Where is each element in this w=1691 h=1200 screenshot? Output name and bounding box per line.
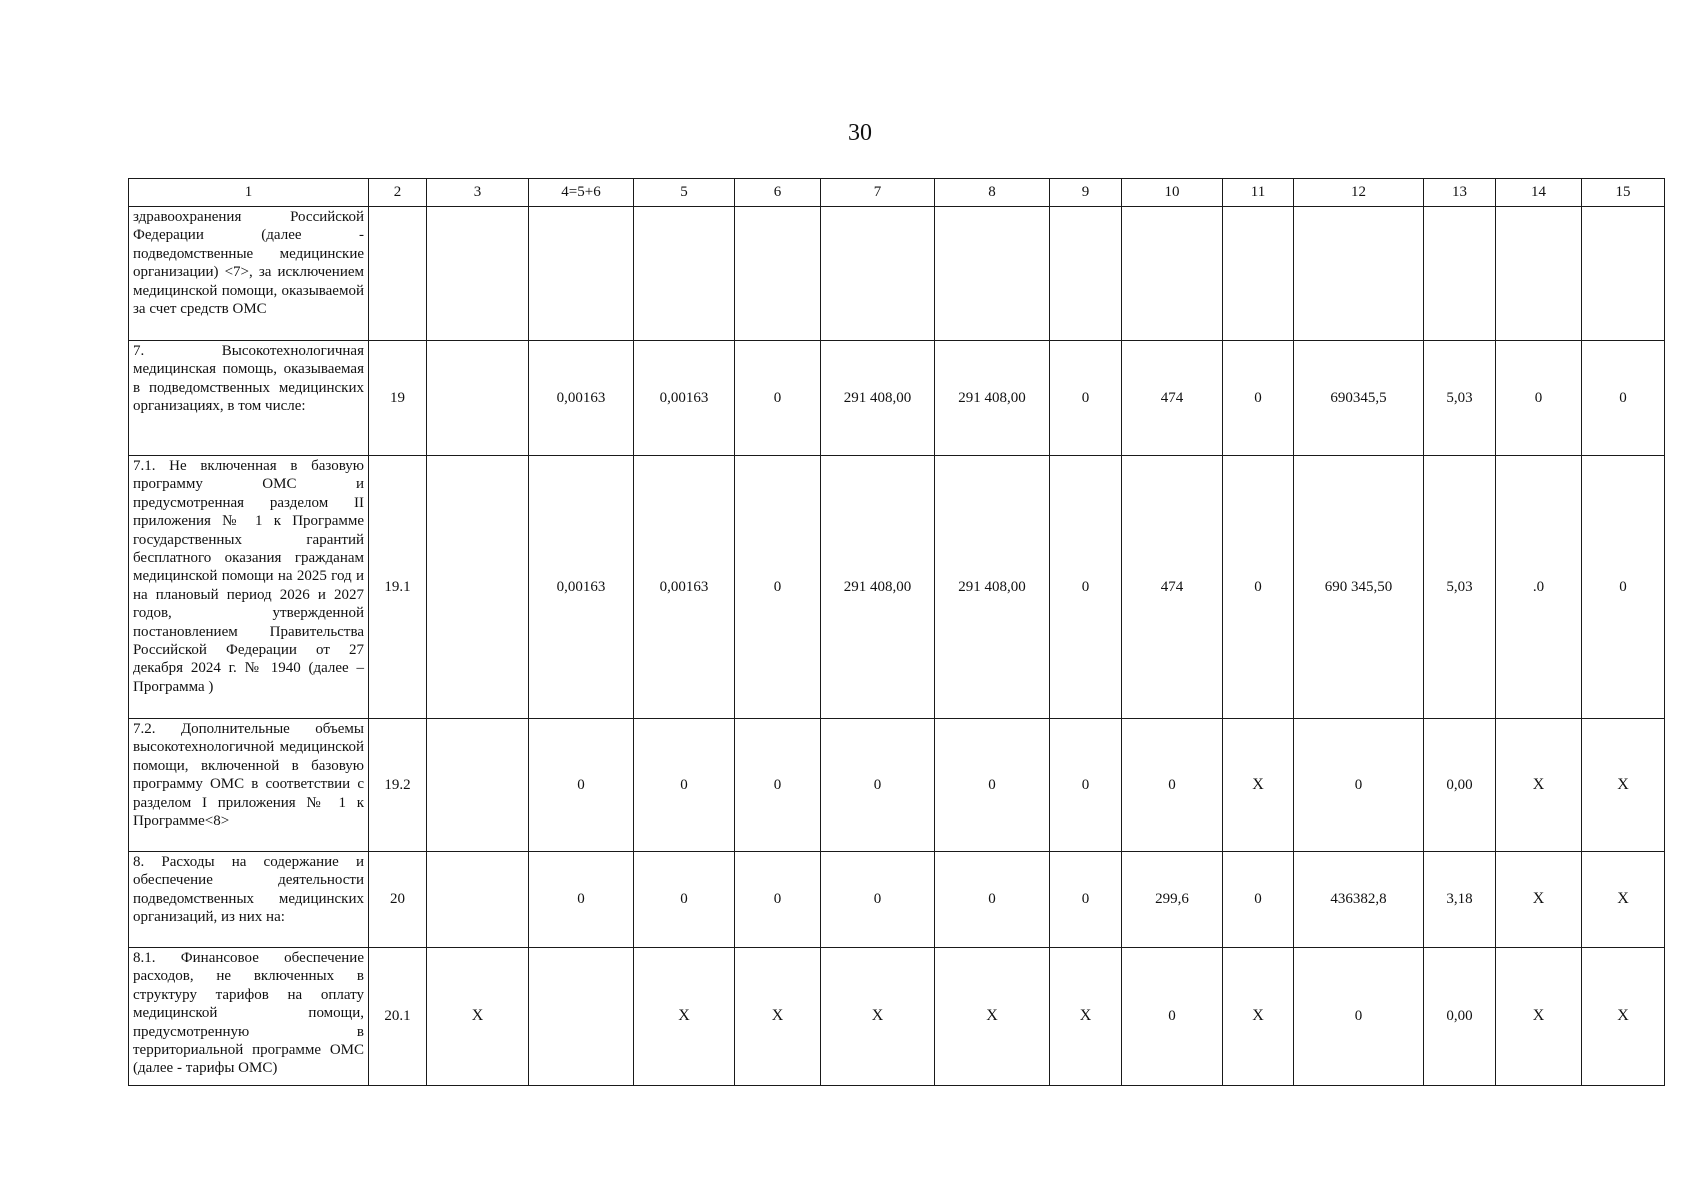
table-cell: 19.2: [369, 719, 427, 852]
table-cell: 0,00: [1424, 719, 1496, 852]
table-cell: X: [1223, 948, 1294, 1086]
table-cell: [1424, 207, 1496, 341]
table-cell: 0: [634, 852, 735, 948]
table-cell: X: [634, 948, 735, 1086]
row-description: 7.1. Не включенная в базовую программу ОМС и предусмотренная разделом II приложения № 1 к Программе государственных гарантий бесплатного оказания гражданам медицинской помощи на 2025 год и на плановый период 2026 и 2027 годов, утвержденной постановлением Правительства Российской Федерации от 27 декабря 2024 г. № 1940 (далее – Программа ): [129, 456, 369, 719]
table-row: [129, 341, 1665, 456]
table-cell: 0,00163: [529, 341, 634, 456]
header-cell: 12: [1294, 179, 1424, 207]
table-cell: X: [1496, 852, 1582, 948]
table-cell: 0: [1223, 852, 1294, 948]
table-cell: .0: [1496, 456, 1582, 719]
table-row: [129, 948, 1665, 1086]
table-cell: 299,6: [1122, 852, 1223, 948]
table-cell: 20.1: [369, 948, 427, 1086]
table-cell: 20: [369, 852, 427, 948]
table-cell: 0: [1496, 341, 1582, 456]
table-cell: [1496, 207, 1582, 341]
table-cell: 474: [1122, 456, 1223, 719]
table-cell: X: [1582, 852, 1665, 948]
table-cell: 0: [1294, 719, 1424, 852]
table-cell: 0: [1223, 341, 1294, 456]
table-cell: 291 408,00: [935, 341, 1050, 456]
header-cell: 11: [1223, 179, 1294, 207]
table-cell: [529, 948, 634, 1086]
table-row: [129, 852, 1665, 948]
header-cell: 4=5+6: [529, 179, 634, 207]
table-cell: 690345,5: [1294, 341, 1424, 456]
table-cell: 0: [935, 719, 1050, 852]
table-cell: X: [427, 948, 529, 1086]
table-cell: [427, 719, 529, 852]
table-cell: 0,00163: [634, 341, 735, 456]
table-cell: 0: [1582, 341, 1665, 456]
row-description: 8. Расходы на содержание и обеспечение деятельности подведомственных медицинских организаций, из них на:: [129, 852, 369, 948]
table-cell: 0: [735, 719, 821, 852]
header-cell: 6: [735, 179, 821, 207]
table-cell: 0: [821, 719, 935, 852]
header-row: [129, 179, 1665, 207]
table-cell: 0,00163: [634, 456, 735, 719]
table-cell: 19: [369, 341, 427, 456]
table-cell: X: [1223, 719, 1294, 852]
header-cell: 7: [821, 179, 935, 207]
header-cell: 10: [1122, 179, 1223, 207]
table-cell: [1223, 207, 1294, 341]
header-cell: 5: [634, 179, 735, 207]
table-cell: 0: [529, 719, 634, 852]
table-cell: [735, 207, 821, 341]
table-cell: [427, 341, 529, 456]
data-table: [128, 178, 1665, 1086]
table-cell: 0: [1050, 341, 1122, 456]
table-cell: 0: [735, 341, 821, 456]
table-cell: [1294, 207, 1424, 341]
table-cell: 0: [1050, 456, 1122, 719]
table-cell: 690 345,50: [1294, 456, 1424, 719]
table-cell: [935, 207, 1050, 341]
table-cell: X: [1582, 719, 1665, 852]
table-cell: 291 408,00: [935, 456, 1050, 719]
table-cell: 5,03: [1424, 341, 1496, 456]
table-cell: 0: [1050, 852, 1122, 948]
table-cell: X: [935, 948, 1050, 1086]
table-cell: 0: [1050, 719, 1122, 852]
table-cell: X: [1582, 948, 1665, 1086]
table-cell: 0: [935, 852, 1050, 948]
header-cell: 15: [1582, 179, 1665, 207]
header-cell: 9: [1050, 179, 1122, 207]
table-cell: 0: [1582, 456, 1665, 719]
table-cell: 3,18: [1424, 852, 1496, 948]
table-cell: 291 408,00: [821, 456, 935, 719]
header-cell: 2: [369, 179, 427, 207]
table-cell: [1122, 207, 1223, 341]
table-row: [129, 456, 1665, 719]
table-cell: 0: [1122, 948, 1223, 1086]
table-cell: X: [1496, 948, 1582, 1086]
table-cell: 0: [1223, 456, 1294, 719]
row-description: здравоохранения Российской Федерации (далее - подведомственные медицинские организации) <7>, за исключением медицинской помощи, оказываемой за счет средств ОМС: [129, 207, 369, 341]
table-cell: [821, 207, 935, 341]
table-cell: [369, 207, 427, 341]
table-cell: [427, 852, 529, 948]
table-cell: 436382,8: [1294, 852, 1424, 948]
table-cell: 0: [1122, 719, 1223, 852]
table-cell: 0: [735, 456, 821, 719]
table-cell: 0: [529, 852, 634, 948]
table-row: [129, 207, 1665, 341]
table-cell: X: [1050, 948, 1122, 1086]
table-cell: [529, 207, 634, 341]
table-cell: 0: [634, 719, 735, 852]
page-number: 30: [848, 120, 872, 146]
table-cell: [427, 456, 529, 719]
table-cell: [634, 207, 735, 341]
table-cell: 0: [1294, 948, 1424, 1086]
table-cell: [1582, 207, 1665, 341]
table-row: [129, 719, 1665, 852]
table-cell: 0,00163: [529, 456, 634, 719]
table-cell: 0: [821, 852, 935, 948]
header-cell: 8: [935, 179, 1050, 207]
table-cell: [427, 207, 529, 341]
table-cell: 5,03: [1424, 456, 1496, 719]
header-cell: 14: [1496, 179, 1582, 207]
header-cell: 13: [1424, 179, 1496, 207]
table-cell: 0: [735, 852, 821, 948]
header-cell: 3: [427, 179, 529, 207]
table-cell: X: [1496, 719, 1582, 852]
table-cell: [1050, 207, 1122, 341]
table-cell: 19.1: [369, 456, 427, 719]
table-cell: 474: [1122, 341, 1223, 456]
table-cell: 0,00: [1424, 948, 1496, 1086]
header-cell: 1: [129, 179, 369, 207]
table-cell: X: [735, 948, 821, 1086]
table-cell: X: [821, 948, 935, 1086]
row-description: 8.1. Финансовое обеспечение расходов, не включенных в структуру тарифов на оплату медицинской помощи, предусмотренную в территориальной программе ОМС (далее - тарифы ОМС): [129, 948, 369, 1086]
table-cell: 291 408,00: [821, 341, 935, 456]
row-description: 7.2. Дополнительные объемы высокотехнологичной медицинской помощи, включенной в базовую программу ОМС в соответствии с разделом I приложения № 1 к Программе<8>: [129, 719, 369, 852]
row-description: 7. Высокотехнологичная медицинская помощь, оказываемая в подведомственных медицинских организациях, в том числе:: [129, 341, 369, 456]
